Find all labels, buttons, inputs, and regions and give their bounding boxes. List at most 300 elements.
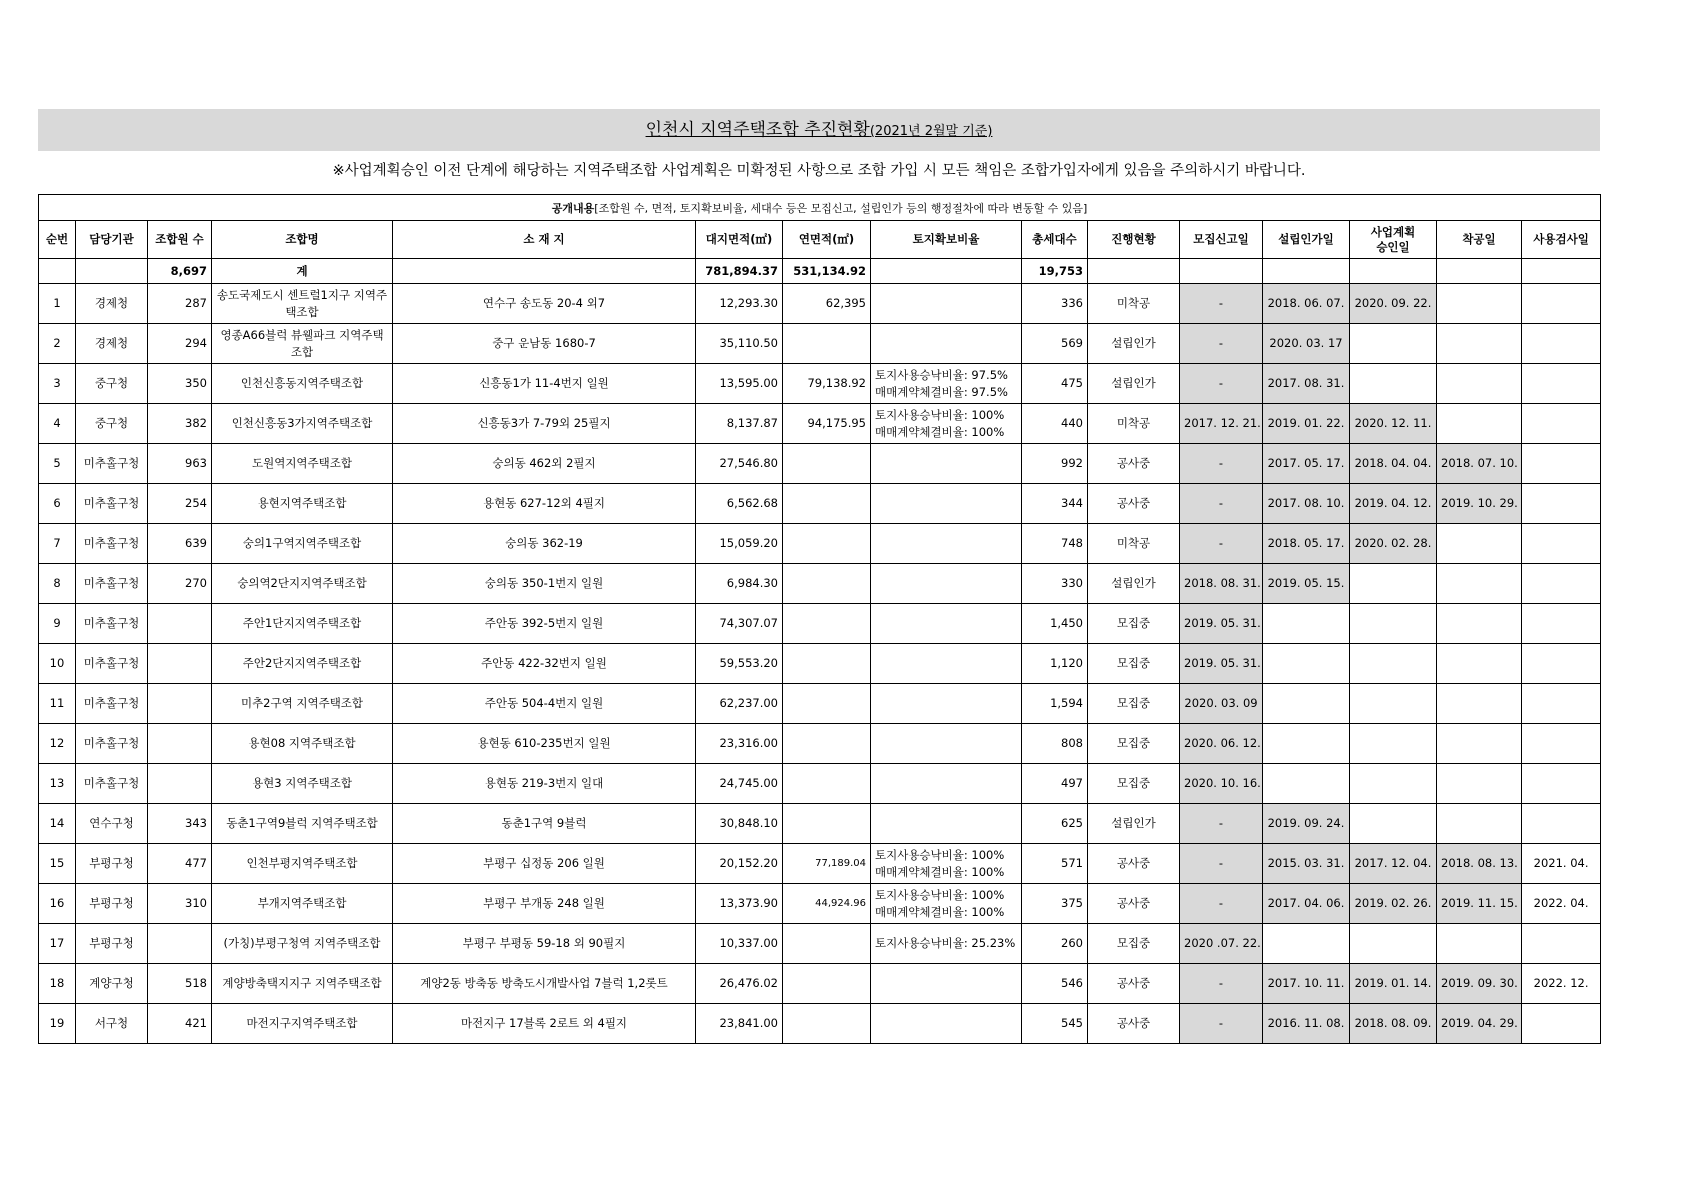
cell-status: 설립인가 [1088, 364, 1180, 404]
cell-approval-date [1350, 364, 1437, 404]
cell-recruit-date: - [1180, 1004, 1263, 1044]
cell-no: 1 [39, 284, 76, 324]
cell-approval-date [1350, 804, 1437, 844]
cell-start-date [1437, 564, 1522, 604]
cell-approval-date [1350, 924, 1437, 964]
table-row [39, 1004, 1601, 1044]
cell-approval-date [1350, 684, 1437, 724]
cell-establish-date: 2017. 05. 17. [1263, 444, 1350, 484]
cell-households: 748 [1022, 524, 1088, 564]
cell-establish-date [1263, 644, 1350, 684]
cell-approval-date: 2020. 12. 11. [1350, 404, 1437, 444]
total-status [1088, 259, 1180, 284]
cell-location: 부평구 부평동 59-18 외 90필지 [393, 924, 696, 964]
cell-start-date [1437, 764, 1522, 804]
cell-status: 모집중 [1088, 724, 1180, 764]
cell-floor-area [783, 964, 871, 1004]
cell-location: 용현동 627-12외 4필지 [393, 484, 696, 524]
table-row [39, 804, 1601, 844]
cell-establish-date: 2016. 11. 08. [1263, 1004, 1350, 1044]
cell-recruit-date: - [1180, 884, 1263, 924]
cell-floor-area [783, 444, 871, 484]
cell-agency: 미추홀구청 [76, 564, 148, 604]
cell-members: 639 [148, 524, 212, 564]
cell-status: 모집중 [1088, 644, 1180, 684]
cell-location: 중구 운남동 1680-7 [393, 324, 696, 364]
table-row [39, 884, 1601, 924]
cell-members: 254 [148, 484, 212, 524]
cell-establish-date: 2015. 03. 31. [1263, 844, 1350, 884]
cell-inspect-date [1522, 564, 1601, 604]
cell-land-area: 20,152.20 [696, 844, 783, 884]
cell-approval-date [1350, 324, 1437, 364]
cell-land-ratio [871, 524, 1022, 564]
cell-land-area: 35,110.50 [696, 324, 783, 364]
cell-start-date: 2019. 11. 15. [1437, 884, 1522, 924]
cell-location: 용현동 219-3번지 일대 [393, 764, 696, 804]
total-members: 8,697 [148, 259, 212, 284]
cell-inspect-date [1522, 364, 1601, 404]
cell-land-area: 26,476.02 [696, 964, 783, 1004]
cell-members: 963 [148, 444, 212, 484]
col-header-agency: 담당기관 [76, 221, 148, 259]
cell-land-area: 12,293.30 [696, 284, 783, 324]
cell-recruit-date: 2020. 03. 09 [1180, 684, 1263, 724]
cell-status: 모집중 [1088, 764, 1180, 804]
cell-agency: 미추홀구청 [76, 604, 148, 644]
cell-start-date [1437, 644, 1522, 684]
total-establish [1263, 259, 1350, 284]
cell-members: 350 [148, 364, 212, 404]
cell-status: 공사중 [1088, 444, 1180, 484]
cell-establish-date: 2018. 06. 07. [1263, 284, 1350, 324]
cell-land-area: 6,984.30 [696, 564, 783, 604]
cell-agency: 경제청 [76, 284, 148, 324]
cell-no: 5 [39, 444, 76, 484]
cell-land-area: 13,373.90 [696, 884, 783, 924]
col-header-land-area: 대지면적(㎡) [696, 221, 783, 259]
cell-start-date [1437, 324, 1522, 364]
cell-union-name: 미추2구역 지역주택조합 [212, 684, 393, 724]
cell-establish-date [1263, 724, 1350, 764]
total-recruit [1180, 259, 1263, 284]
cell-approval-date: 2020. 02. 28. [1350, 524, 1437, 564]
cell-establish-date [1263, 684, 1350, 724]
cell-households: 1,594 [1022, 684, 1088, 724]
cell-floor-area: 62,395 [783, 284, 871, 324]
cell-establish-date: 2017. 10. 11. [1263, 964, 1350, 1004]
table-row [39, 404, 1601, 444]
cell-no: 3 [39, 364, 76, 404]
cell-members [148, 924, 212, 964]
cell-inspect-date [1522, 284, 1601, 324]
total-label: 계 [212, 259, 393, 284]
cell-approval-date: 2019. 01. 14. [1350, 964, 1437, 1004]
cell-start-date [1437, 284, 1522, 324]
cell-members: 270 [148, 564, 212, 604]
cell-inspect-date: 2022. 04. [1522, 884, 1601, 924]
cell-start-date [1437, 524, 1522, 564]
cell-land-ratio: 토지사용승낙비율: 100% 매매계약체결비율: 100% [871, 884, 1022, 924]
cell-status: 설립인가 [1088, 324, 1180, 364]
cell-recruit-date: - [1180, 284, 1263, 324]
cell-households: 808 [1022, 724, 1088, 764]
cell-land-area: 59,553.20 [696, 644, 783, 684]
col-header-establish-date: 설립인가일 [1263, 221, 1350, 259]
cell-start-date: 2019. 10. 29. [1437, 484, 1522, 524]
cell-location: 마전지구 17블록 2로트 외 4필지 [393, 1004, 696, 1044]
total-floor-area: 531,134.92 [783, 259, 871, 284]
col-header-floor-area: 연면적(㎡) [783, 221, 871, 259]
cell-land-area: 24,745.00 [696, 764, 783, 804]
cell-agency: 중구청 [76, 404, 148, 444]
cell-no: 7 [39, 524, 76, 564]
table-row [39, 604, 1601, 644]
cell-location: 주안동 392-5번지 일원 [393, 604, 696, 644]
cell-inspect-date [1522, 604, 1601, 644]
cell-establish-date: 2019. 01. 22. [1263, 404, 1350, 444]
cell-agency: 미추홀구청 [76, 644, 148, 684]
cell-floor-area [783, 804, 871, 844]
cell-households: 992 [1022, 444, 1088, 484]
cell-agency: 중구청 [76, 364, 148, 404]
cell-members [148, 604, 212, 644]
cell-status: 미착공 [1088, 404, 1180, 444]
cell-agency: 서구청 [76, 1004, 148, 1044]
cell-approval-date: 2017. 12. 04. [1350, 844, 1437, 884]
cell-land-area: 23,841.00 [696, 1004, 783, 1044]
cell-status: 공사중 [1088, 964, 1180, 1004]
table-row [39, 324, 1601, 364]
table-row [39, 764, 1601, 804]
cell-inspect-date [1522, 804, 1601, 844]
cell-households: 1,450 [1022, 604, 1088, 644]
col-header-approval-line1: 사업계획 [1370, 224, 1416, 239]
cell-approval-date: 2020. 09. 22. [1350, 284, 1437, 324]
cell-location: 계양2동 방축동 방축도시개발사업 7블럭 1,2롯트 [393, 964, 696, 1004]
cell-floor-area [783, 924, 871, 964]
cell-establish-date: 2019. 05. 15. [1263, 564, 1350, 604]
total-inspect [1522, 259, 1601, 284]
cell-households: 569 [1022, 324, 1088, 364]
cell-floor-area [783, 764, 871, 804]
cell-union-name: 도원역지역주택조합 [212, 444, 393, 484]
cell-land-ratio: 토지사용승낙비율: 100% 매매계약체결비율: 100% [871, 844, 1022, 884]
cell-start-date: 2019. 04. 29. [1437, 1004, 1522, 1044]
cell-status: 모집중 [1088, 684, 1180, 724]
cell-recruit-date: - [1180, 964, 1263, 1004]
cell-land-area: 8,137.87 [696, 404, 783, 444]
cell-land-area: 62,237.00 [696, 684, 783, 724]
cell-land-ratio [871, 764, 1022, 804]
cell-land-area: 74,307.07 [696, 604, 783, 644]
cell-agency: 미추홀구청 [76, 524, 148, 564]
table-row [39, 284, 1601, 324]
cell-establish-date: 2017. 08. 31. [1263, 364, 1350, 404]
disclosure-text: [조합원 수, 면적, 토지확보비율, 세대수 등은 모집신고, 설립인가 등의 행정절차에 따라 변동할 수 있음] [594, 201, 1088, 215]
cell-floor-area [783, 724, 871, 764]
cell-establish-date: 2018. 05. 17. [1263, 524, 1350, 564]
cell-recruit-date: - [1180, 844, 1263, 884]
cell-recruit-date: - [1180, 804, 1263, 844]
cell-union-name: 송도국제도시 센트럴1지구 지역주택조합 [212, 284, 393, 324]
cell-location: 부평구 십정동 206 일원 [393, 844, 696, 884]
cell-recruit-date: - [1180, 364, 1263, 404]
cell-no: 14 [39, 804, 76, 844]
cell-location: 숭의동 362-19 [393, 524, 696, 564]
cell-inspect-date: 2022. 12. [1522, 964, 1601, 1004]
cell-start-date: 2019. 09. 30. [1437, 964, 1522, 1004]
cell-floor-area: 44,924.96 [783, 884, 871, 924]
cell-land-ratio [871, 804, 1022, 844]
cell-land-ratio: 토지사용승낙비율: 25.23% [871, 924, 1022, 964]
cell-members: 477 [148, 844, 212, 884]
cell-union-name: 동춘1구역9블럭 지역주택조합 [212, 804, 393, 844]
col-header-approval-line2: 승인일 [1376, 239, 1410, 254]
cell-floor-area [783, 644, 871, 684]
cell-agency: 계양구청 [76, 964, 148, 1004]
cell-inspect-date [1522, 524, 1601, 564]
cell-members [148, 644, 212, 684]
cell-members [148, 684, 212, 724]
cell-union-name: 주안2단지지역주택조합 [212, 644, 393, 684]
cell-approval-date: 2018. 04. 04. [1350, 444, 1437, 484]
col-header-start-date: 착공일 [1437, 221, 1522, 259]
cell-members: 287 [148, 284, 212, 324]
table-row [39, 724, 1601, 764]
cell-floor-area [783, 324, 871, 364]
cell-land-ratio [871, 644, 1022, 684]
cell-inspect-date [1522, 684, 1601, 724]
total-start [1437, 259, 1522, 284]
cell-no: 15 [39, 844, 76, 884]
cell-land-ratio [871, 724, 1022, 764]
cell-union-name: 용현지역주택조합 [212, 484, 393, 524]
cell-location: 신흥동1가 11-4번지 일원 [393, 364, 696, 404]
cell-land-area: 30,848.10 [696, 804, 783, 844]
cell-land-ratio [871, 564, 1022, 604]
cell-no: 11 [39, 684, 76, 724]
cell-status: 모집중 [1088, 924, 1180, 964]
cell-recruit-date: 2017. 12. 21. [1180, 404, 1263, 444]
cell-land-area: 6,562.68 [696, 484, 783, 524]
cell-recruit-date: 2020. 10. 16. [1180, 764, 1263, 804]
cell-union-name: 인천신흥동지역주택조합 [212, 364, 393, 404]
cell-location: 연수구 송도동 20-4 외7 [393, 284, 696, 324]
total-households: 19,753 [1022, 259, 1088, 284]
cell-approval-date [1350, 644, 1437, 684]
cell-inspect-date: 2021. 04. [1522, 844, 1601, 884]
cell-start-date [1437, 684, 1522, 724]
cell-no: 6 [39, 484, 76, 524]
cell-inspect-date [1522, 644, 1601, 684]
cell-start-date [1437, 404, 1522, 444]
cell-location: 동춘1구역 9블럭 [393, 804, 696, 844]
cell-agency: 연수구청 [76, 804, 148, 844]
cell-status: 공사중 [1088, 844, 1180, 884]
cell-establish-date: 2017. 08. 10. [1263, 484, 1350, 524]
cell-start-date [1437, 804, 1522, 844]
total-row [39, 259, 1601, 284]
cell-union-name: 용현08 지역주택조합 [212, 724, 393, 764]
cell-location: 숭의동 462외 2필지 [393, 444, 696, 484]
cell-land-area: 10,337.00 [696, 924, 783, 964]
cell-recruit-date: 2020. 06. 12. [1180, 724, 1263, 764]
cell-households: 571 [1022, 844, 1088, 884]
cell-start-date [1437, 724, 1522, 764]
cell-agency: 미추홀구청 [76, 684, 148, 724]
cell-agency: 경제청 [76, 324, 148, 364]
cell-recruit-date: 2019. 05. 31. [1180, 644, 1263, 684]
cell-location: 숭의동 350-1번지 일원 [393, 564, 696, 604]
cell-land-ratio [871, 1004, 1022, 1044]
cell-households: 497 [1022, 764, 1088, 804]
cell-location: 부평구 부개동 248 일원 [393, 884, 696, 924]
cell-start-date [1437, 604, 1522, 644]
cell-land-ratio [871, 604, 1022, 644]
cell-agency: 미추홀구청 [76, 484, 148, 524]
cell-approval-date: 2018. 08. 09. [1350, 1004, 1437, 1044]
cell-recruit-date: - [1180, 524, 1263, 564]
cell-members: 310 [148, 884, 212, 924]
cell-inspect-date [1522, 924, 1601, 964]
col-header-recruit-date: 모집신고일 [1180, 221, 1263, 259]
cell-approval-date [1350, 604, 1437, 644]
housing-union-table [38, 194, 1601, 1044]
cell-location: 주안동 504-4번지 일원 [393, 684, 696, 724]
cell-approval-date: 2019. 02. 26. [1350, 884, 1437, 924]
cell-union-name: 용현3 지역주택조합 [212, 764, 393, 804]
table-row [39, 484, 1601, 524]
cell-establish-date [1263, 924, 1350, 964]
cell-members: 382 [148, 404, 212, 444]
cell-union-name: 주안1단지지역주택조합 [212, 604, 393, 644]
title-bar [38, 109, 1600, 151]
cell-floor-area [783, 684, 871, 724]
cell-start-date [1437, 924, 1522, 964]
cell-approval-date [1350, 724, 1437, 764]
cell-establish-date [1263, 764, 1350, 804]
cell-households: 260 [1022, 924, 1088, 964]
cell-union-name: 계양방축택지지구 지역주택조합 [212, 964, 393, 1004]
cell-households: 546 [1022, 964, 1088, 1004]
col-header-location: 소 재 지 [393, 221, 696, 259]
table-body [39, 284, 1601, 1044]
cell-union-name: 숭의역2단지지역주택조합 [212, 564, 393, 604]
cell-union-name: (가칭)부평구청역 지역주택조합 [212, 924, 393, 964]
cell-land-ratio [871, 444, 1022, 484]
cell-land-area: 15,059.20 [696, 524, 783, 564]
total-land-area: 781,894.37 [696, 259, 783, 284]
col-header-name: 조합명 [212, 221, 393, 259]
cell-no: 4 [39, 404, 76, 444]
cell-floor-area [783, 484, 871, 524]
cell-recruit-date: 2020 .07. 22. [1180, 924, 1263, 964]
disclosure-label: 공개내용 [551, 201, 595, 215]
col-header-no: 순번 [39, 221, 76, 259]
cell-approval-date [1350, 564, 1437, 604]
cell-members: 518 [148, 964, 212, 1004]
cell-no: 10 [39, 644, 76, 684]
cell-floor-area [783, 1004, 871, 1044]
cell-households: 1,120 [1022, 644, 1088, 684]
cell-establish-date: 2020. 03. 17 [1263, 324, 1350, 364]
cell-floor-area [783, 524, 871, 564]
cell-inspect-date [1522, 444, 1601, 484]
cell-establish-date: 2019. 09. 24. [1263, 804, 1350, 844]
cell-inspect-date [1522, 324, 1601, 364]
cell-members [148, 764, 212, 804]
cell-status: 설립인가 [1088, 564, 1180, 604]
cell-no: 9 [39, 604, 76, 644]
cell-land-ratio [871, 484, 1022, 524]
cell-recruit-date: 2018. 08. 31. [1180, 564, 1263, 604]
col-header-households: 총세대수 [1022, 221, 1088, 259]
table-row [39, 524, 1601, 564]
notice-text: ※사업계획승인 이전 단계에 해당하는 지역주택조합 사업계획은 미확정된 사항으로 조합 가입 시 모든 책임은 조합가입자에게 있음을 주의하시기 바랍니다. [332, 163, 1306, 179]
cell-union-name: 부개지역주택조합 [212, 884, 393, 924]
cell-start-date: 2018. 08. 13. [1437, 844, 1522, 884]
cell-union-name: 숭의1구역지역주택조합 [212, 524, 393, 564]
col-header-land-ratio: 토지확보비율 [871, 221, 1022, 259]
cell-no: 2 [39, 324, 76, 364]
col-header-approval-date [1350, 221, 1437, 259]
col-header-status: 진행현황 [1088, 221, 1180, 259]
cell-households: 475 [1022, 364, 1088, 404]
cell-establish-date: 2017. 04. 06. [1263, 884, 1350, 924]
cell-inspect-date [1522, 1004, 1601, 1044]
cell-agency: 미추홀구청 [76, 444, 148, 484]
disclosure-note [39, 195, 1601, 221]
table-row [39, 564, 1601, 604]
cell-recruit-date: 2019. 05. 31. [1180, 604, 1263, 644]
cell-land-area: 27,546.80 [696, 444, 783, 484]
cell-no: 13 [39, 764, 76, 804]
cell-start-date: 2018. 07. 10. [1437, 444, 1522, 484]
cell-land-ratio [871, 324, 1022, 364]
cell-households: 440 [1022, 404, 1088, 444]
cell-no: 17 [39, 924, 76, 964]
cell-households: 375 [1022, 884, 1088, 924]
cell-status: 공사중 [1088, 884, 1180, 924]
total-location [393, 259, 696, 284]
cell-households: 545 [1022, 1004, 1088, 1044]
cell-location: 용현동 610-235번지 일원 [393, 724, 696, 764]
cell-floor-area: 79,138.92 [783, 364, 871, 404]
cell-union-name: 인천부평지역주택조합 [212, 844, 393, 884]
cell-agency: 부평구청 [76, 884, 148, 924]
cell-establish-date [1263, 604, 1350, 644]
cell-members: 343 [148, 804, 212, 844]
page-title-date: (2021년 2월말 기준) [869, 124, 993, 139]
cell-members: 294 [148, 324, 212, 364]
cell-recruit-date: - [1180, 444, 1263, 484]
cell-no: 12 [39, 724, 76, 764]
cell-approval-date [1350, 764, 1437, 804]
cell-inspect-date [1522, 764, 1601, 804]
cell-floor-area: 77,189.04 [783, 844, 871, 884]
table-row [39, 444, 1601, 484]
col-header-inspect-date: 사용검사일 [1522, 221, 1601, 259]
cell-floor-area: 94,175.95 [783, 404, 871, 444]
table-row [39, 964, 1601, 1004]
cell-union-name: 영종A66블럭 뷰웰파크 지역주택조합 [212, 324, 393, 364]
cell-union-name: 인천신흥동3가지역주택조합 [212, 404, 393, 444]
cell-land-ratio: 토지사용승낙비율: 100% 매매계약체결비율: 100% [871, 404, 1022, 444]
cell-status: 설립인가 [1088, 804, 1180, 844]
cell-recruit-date: - [1180, 484, 1263, 524]
cell-households: 344 [1022, 484, 1088, 524]
